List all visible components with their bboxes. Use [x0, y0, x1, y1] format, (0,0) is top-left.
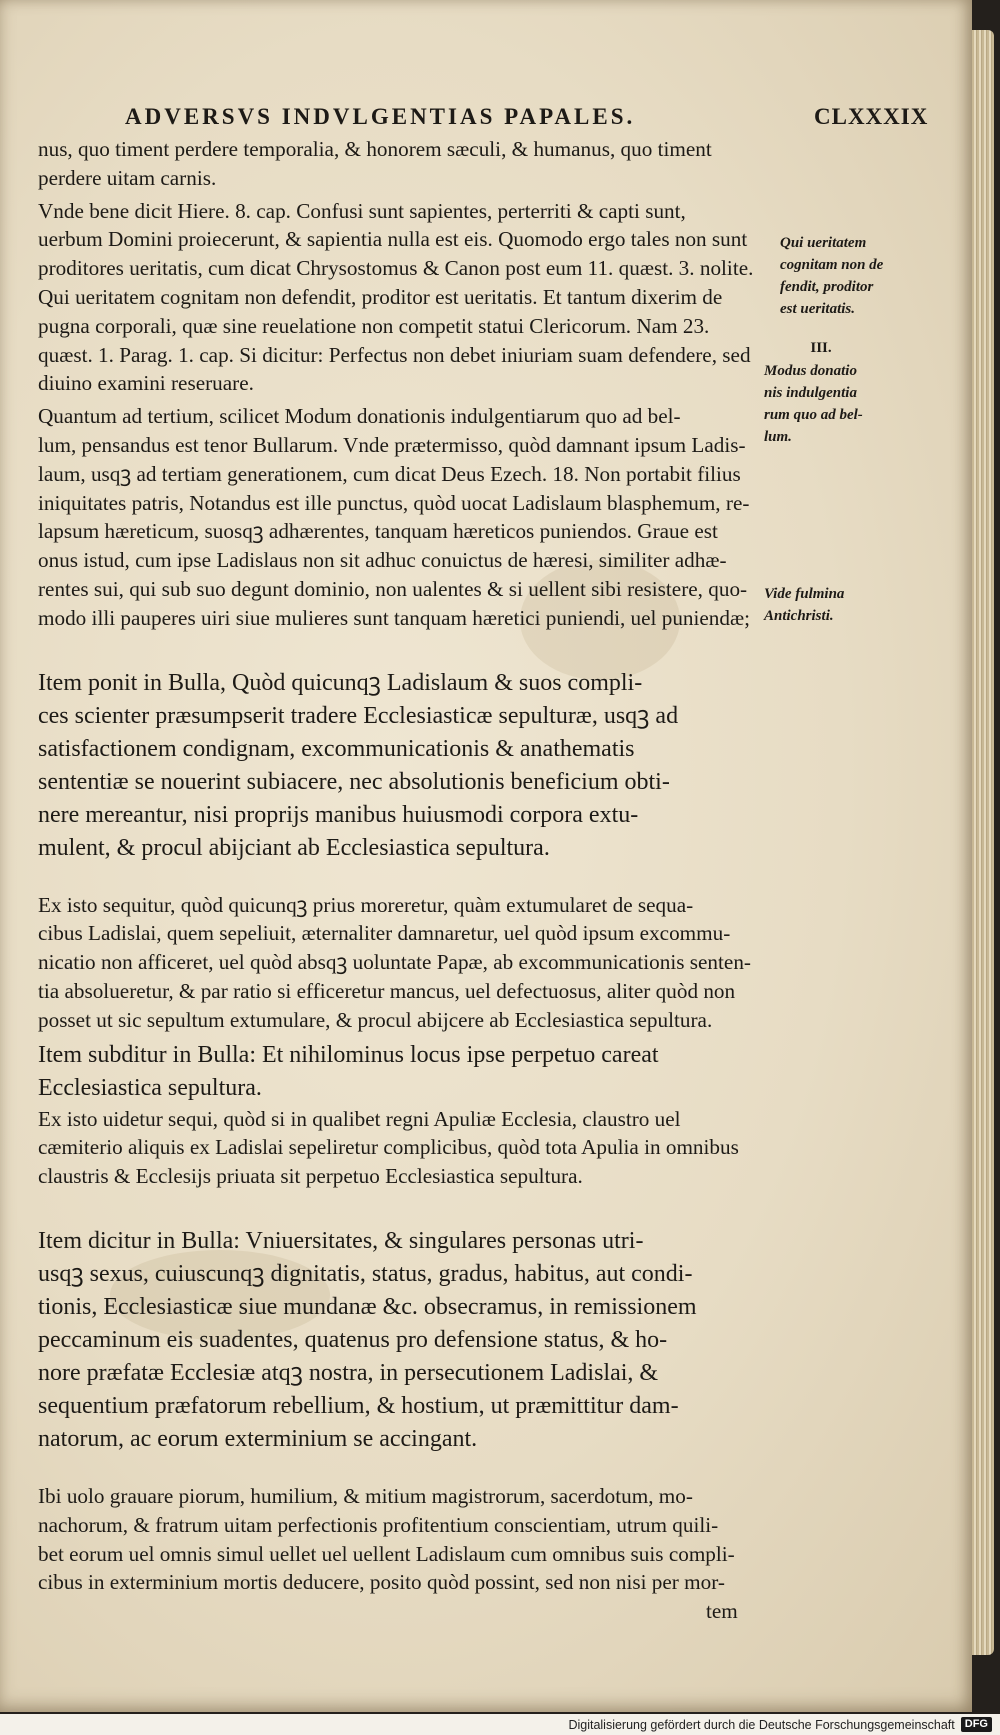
text-line: cibus Ladislai, quem sepeliuit, æternaliter damnaretur, uel quòd ipsum excommu-	[38, 921, 731, 946]
text-line: satisfactionem condignam, excommunicationis & anathematis	[38, 735, 635, 762]
text-line: modo illi pauperes uiri siue mulieres sunt tanquam hæretici puniendi, uel puniendæ;	[38, 605, 751, 630]
paragraph	[38, 1105, 760, 1191]
paragraph	[38, 891, 760, 1035]
text-line: Item ponit in Bulla, Quòd quicunqꝫ Ladislaum & suos compli-	[38, 669, 643, 696]
text-line: claustris & Ecclesijs priuata sit perpetuo Ecclesiastica sepultura.	[38, 1164, 583, 1189]
text-line: nere mereantur, nisi proprijs manibus huiusmodi corpora extu-	[38, 801, 639, 828]
text-line: usqꝫ sexus, cuiuscunqꝫ dignitatis, status, gradus, habitus, aut condi-	[38, 1260, 693, 1287]
paragraph	[38, 1482, 760, 1626]
footer-credit: Digitalisierung gefördert durch die Deutsche Forschungsgemeinschaft	[568, 1717, 955, 1732]
text-line: posset ut sic sepultum extumulare, & procul abijcere ab Ecclesiastica sepultura.	[38, 1007, 713, 1032]
text-line: nus, quo timent perdere temporalia, & honorem sæculi, & humanus, quo timent	[38, 137, 712, 161]
margin-note-fulmina: Vide fulmina Antichristi.	[764, 586, 845, 624]
text-line: Ibi uolo grauare piorum, humilium, & mitium magistrorum, sacerdotum, mo-	[38, 1483, 693, 1508]
running-head: ADVERSVS INDVLGENTIAS PAPALES.	[125, 104, 636, 129]
text-line: nachorum, & fratrum uitam perfectionis profitentium conscientiam, utrum quili-	[38, 1512, 719, 1537]
text-line: uerbum Domini proiecerunt, & sapientia nulla est eis. Quomodo ergo tales non sunt	[38, 227, 748, 252]
text-line: cibus in exterminium mortis deducere, posito quòd possint, sed non nisi per mor-	[38, 1570, 725, 1595]
text-line: iniquitates patris, Notandus est ille punctus, quòd uocat Ladislaum blasphemum, re-	[38, 490, 750, 515]
text-line: lapsum hæreticum, suosqꝫ adhærentes, tanquam hæreticos puniendos. Graue est	[38, 519, 718, 544]
digitization-footer	[0, 1714, 1000, 1735]
margin-note-modus: Modus donatio nis indulgentia rum quo ad bel- lum.	[764, 363, 863, 445]
text-line: mulent, & procul abijciant ab Ecclesiastica sepultura.	[38, 834, 550, 861]
text-line: perdere uitam carnis.	[38, 165, 217, 190]
text-line: quæst. 1. Parag. 1. cap. Si dicitur: Perfectus non debet iniuriam suam defendere, sed	[38, 342, 751, 367]
text-line: lum, pensandus est tenor Bullarum. Vnde prætermisso, quòd damnant ipsum Ladis-	[38, 432, 746, 457]
text-line: Qui ueritatem cognitam non defendit, proditor est ueritatis. Et tantum dixerim de	[38, 284, 723, 309]
margin-note-truth: Qui ueritatem cognitam non de fendit, proditor est ueritatis.	[780, 235, 884, 317]
bulla-quotation	[38, 667, 760, 865]
text-line: ces scienter præsumpserit tradere Ecclesiasticæ sepulturæ, usqꝫ ad	[38, 702, 679, 729]
text-line: tem	[706, 1599, 738, 1624]
text-line: Ex isto sequitur, quòd quicunqꝫ prius moreretur, quàm extumularet de sequa-	[38, 892, 694, 917]
text-line: Quantum ad tertium, scilicet Modum donationis indulgentiarum quo ad bel-	[38, 404, 681, 429]
main-text	[38, 135, 760, 1626]
paragraph	[38, 197, 760, 399]
text-line: pugna corporali, quæ sine reuelatione non competit statui Clericorum. Nam 23.	[38, 313, 710, 338]
text-line: diuino examini reseruare.	[38, 371, 254, 396]
text-line: sequentium præfatorum rebellium, & hostium, ut præmittitur dam-	[38, 1392, 679, 1419]
text-line: tionis, Ecclesiasticæ siue mundanæ &c. obsecramus, in remissionem	[38, 1293, 697, 1320]
text-line: natorum, ac eorum exterminium se accingant.	[38, 1425, 478, 1452]
text-line: peccaminum eis suadentes, quatenus pro defensione status, & ho-	[38, 1326, 668, 1353]
text-line: cæmiterio aliquis ex Ladislai sepeliretur complicibus, quòd tota Apulia in omnibus	[38, 1135, 739, 1160]
paragraph	[38, 135, 760, 193]
book-page-edges	[972, 30, 994, 1655]
text-line: Vnde bene dicit Hiere. 8. cap. Confusi sunt sapientes, perterriti & capti sunt,	[38, 198, 686, 223]
text-line: Ex isto uidetur sequi, quòd si in qualibet regni Apuliæ Ecclesia, claustro uel	[38, 1106, 681, 1131]
bulla-quotation	[38, 1225, 760, 1456]
text-line: proditores ueritatis, cum dicat Chrysostomus & Canon post eum 11. quæst. 3. nolite.	[38, 256, 754, 281]
paragraph	[38, 402, 760, 632]
text-line: onus istud, cum ipse Ladislaus non sit adhuc conuictus de hæresi, similiter adhæ-	[38, 548, 727, 573]
text-line: rentes sui, qui sub suo degunt dominio, non ualentes & si uellent sibi resistere, quo-	[38, 576, 748, 601]
text-line: laum, usqꝫ ad tertiam generationem, cum dicat Deus Ezech. 18. Non portabit filius	[38, 461, 741, 486]
text-line: tia absolueretur, & par ratio si efficeretur mancus, uel defectuosus, aliter quòd non	[38, 978, 736, 1003]
text-line: Item dicitur in Bulla: Vniuersitates, & singulares personas utri-	[38, 1227, 644, 1254]
text-line: nore præfatæ Ecclesiæ atqꝫ nostra, in persecutionem Ladislai, &	[38, 1359, 659, 1386]
text-line: bet eorum uel omnis simul uellet uel uellent Ladislaum cum omnibus suis compli-	[38, 1541, 735, 1566]
text-line: nicatio non afficeret, uel quòd absqꝫ uoluntate Papæ, ab excommunicationis senten-	[38, 950, 751, 975]
margin-note-numeral: III.	[810, 340, 832, 356]
bulla-quotation	[38, 1039, 760, 1105]
folio-number: CLXXXIX	[814, 104, 929, 129]
dfg-logo: DFG	[961, 1717, 992, 1732]
text-line: Item subditur in Bulla: Et nihilominus locus ipse perpetuo careat	[38, 1041, 659, 1068]
text-line: Ecclesiastica sepultura.	[38, 1074, 262, 1101]
text-line: sententiæ se nouerint subiacere, nec absolutionis beneficium obti-	[38, 768, 670, 795]
